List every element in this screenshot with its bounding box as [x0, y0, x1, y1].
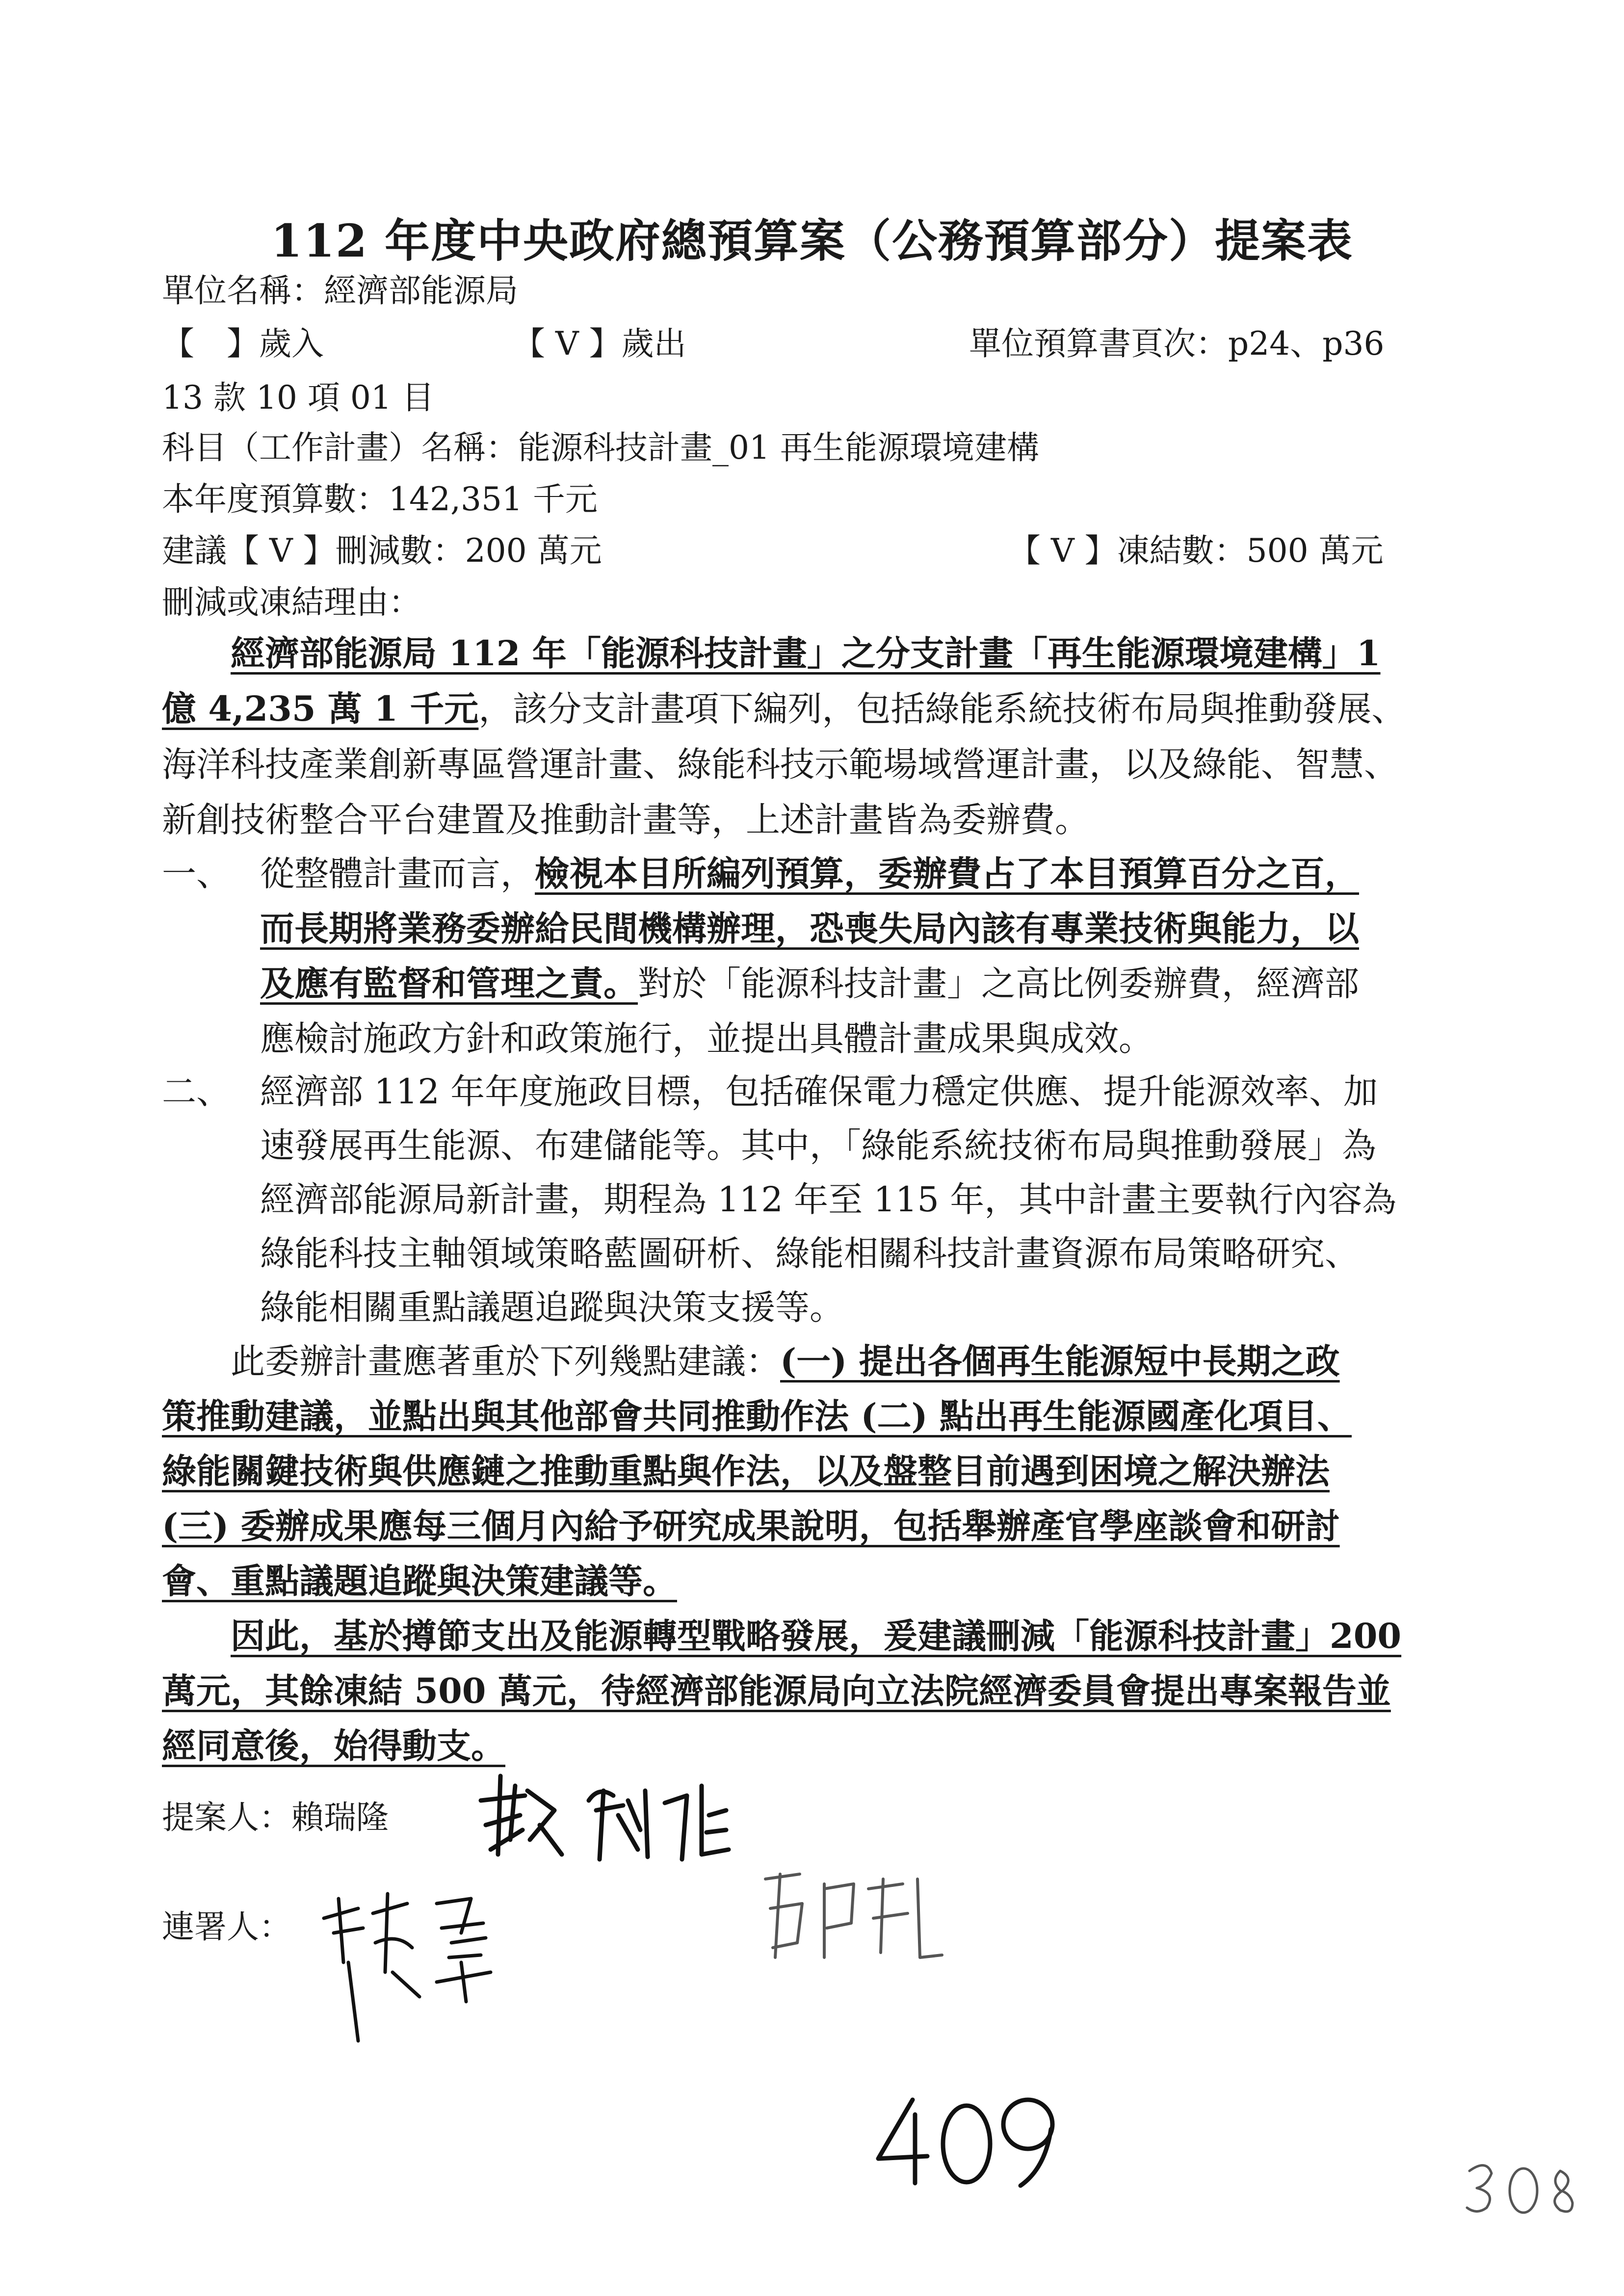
proposer-signature-image [471, 1756, 785, 1874]
unit-name: 單位名稱：經濟部能源局 [162, 272, 518, 310]
expense-checkbox-label: 【 V 】歲出 [513, 325, 686, 363]
paragraph-2-line-1 [231, 1341, 1340, 1382]
item-1-line-1 [260, 853, 1359, 894]
item-2-line-4: 綠能科技主軸領域策略藍圖研析、綠能相關科技計畫資源布局策略研究、 [260, 1233, 1359, 1274]
paragraph-1-line-2-rest: ，該分支計畫項下編列，包括綠能系統技術布局與推動發展、 [478, 689, 1406, 729]
paragraph-3-line-2: 萬元，其餘凍結 500 萬元，待經濟部能源局向立法院經濟委員會提出專案報告並 [162, 1670, 1391, 1711]
proposal-cut: 建議【 V 】刪減數：200 萬元 [162, 532, 602, 570]
page-title: 112 年度中央政府總預算案（公務預算部分）提案表 [270, 214, 1354, 267]
proposer-label: 提案人：賴瑞隆 [162, 1799, 389, 1836]
paragraph-1-line-1: 經濟部能源局 112 年「能源科技計畫」之分支計畫「再生能源環境建構」1 [231, 633, 1381, 674]
cosigner-signature-2-image [756, 1859, 976, 1972]
item-1-marker: 一、 [162, 854, 231, 894]
paragraph-1-line-3: 海洋科技產業創新專區營運計畫、綠能科技示範場域營運計畫，以及綠能、智慧、 [162, 744, 1398, 784]
paragraph-1-line-2 [162, 688, 1406, 729]
item-2-line-1: 經濟部 112 年年度施政目標，包括確保電力穩定供應、提升能源效率、加 [260, 1071, 1378, 1112]
cosigner-label: 連署人： [162, 1908, 291, 1946]
reason-label: 刪減或凍結理由： [162, 583, 421, 621]
subject-name: 科目（工作計畫）名稱：能源科技計畫_01 再生能源環境建構 [162, 429, 1039, 467]
revenue-checkbox-label: 【 】歲入 [162, 325, 324, 363]
item-2-line-3: 經濟部能源局新計畫，期程為 112 年至 115 年，其中計畫主要執行內容為 [260, 1179, 1397, 1220]
item-1-line-3-rest: 對於「能源科技計畫」之高比例委辦費，經濟部 [638, 964, 1359, 1004]
item-1-line-3 [260, 963, 1359, 1004]
paragraph-2-line-3: 綠能關鍵技術與供應鏈之推動重點與作法，以及盤整目前遇到困境之解決辦法 [162, 1451, 1330, 1491]
handwritten-page-number-main [868, 2085, 1074, 2193]
item-1-line-1-lead: 從整體計畫而言， [260, 854, 535, 894]
item-2-line-5: 綠能相關重點議題追蹤與決策支援等。 [260, 1287, 844, 1328]
paragraph-3-line-3: 經同意後，始得動支。 [162, 1725, 505, 1766]
paragraph-2-line-2: 策推動建議，並點出與其他部會共同推動作法 (二) 點出再生能源國產化項目、 [162, 1396, 1352, 1436]
item-2-marker: 二、 [162, 1071, 231, 1112]
paragraph-2-line-5: 會、重點議題追蹤與決策建議等。 [162, 1561, 677, 1601]
paragraph-2-line-4: (三) 委辦成果應每三個月內給予研究成果說明，包括舉辦產官學座談會和研討 [162, 1506, 1340, 1546]
proposal-freeze: 【 V 】凍結數：500 萬元 [1008, 532, 1384, 570]
paragraph-2-lead: 此委辦計畫應著重於下列幾點建議： [231, 1341, 780, 1382]
item-code: 13 款 10 項 01 目 [162, 379, 434, 417]
current-budget: 本年度預算數：142,351 千元 [162, 480, 598, 518]
budget-pages: 單位預算書頁次：p24、p36 [969, 325, 1385, 363]
handwritten-page-number-small [1462, 2154, 1590, 2222]
paragraph-1-amount: 億 4,235 萬 1 千元 [162, 688, 479, 729]
item-1-line-3-emph: 及應有監督和管理之責。 [260, 963, 638, 1004]
paragraph-1-line-4: 新創技術整合平台建置及推動計畫等，上述計畫皆為委辦費。 [162, 800, 1089, 840]
cosigner-signature-1-image [314, 1874, 569, 2056]
paragraph-2-item-1: (一) 提出各個再生能源短中長期之政 [780, 1341, 1340, 1382]
item-1-line-4: 應檢討施政方針和政策施行，並提出具體計畫成果與成效。 [260, 1018, 1153, 1059]
item-2-line-2: 速發展再生能源、布建儲能等。其中，「綠能系統技術布局與推動發展」為 [260, 1125, 1376, 1166]
item-1-line-2: 而長期將業務委辦給民間機構辦理，恐喪失局內該有專業技術與能力，以 [260, 908, 1359, 949]
paragraph-3-line-1: 因此，基於撙節支出及能源轉型戰略發展，爰建議刪減「能源科技計畫」200 [231, 1616, 1402, 1656]
item-1-line-1-emph: 檢視本目所編列預算，委辦費占了本目預算百分之百， [535, 853, 1359, 894]
